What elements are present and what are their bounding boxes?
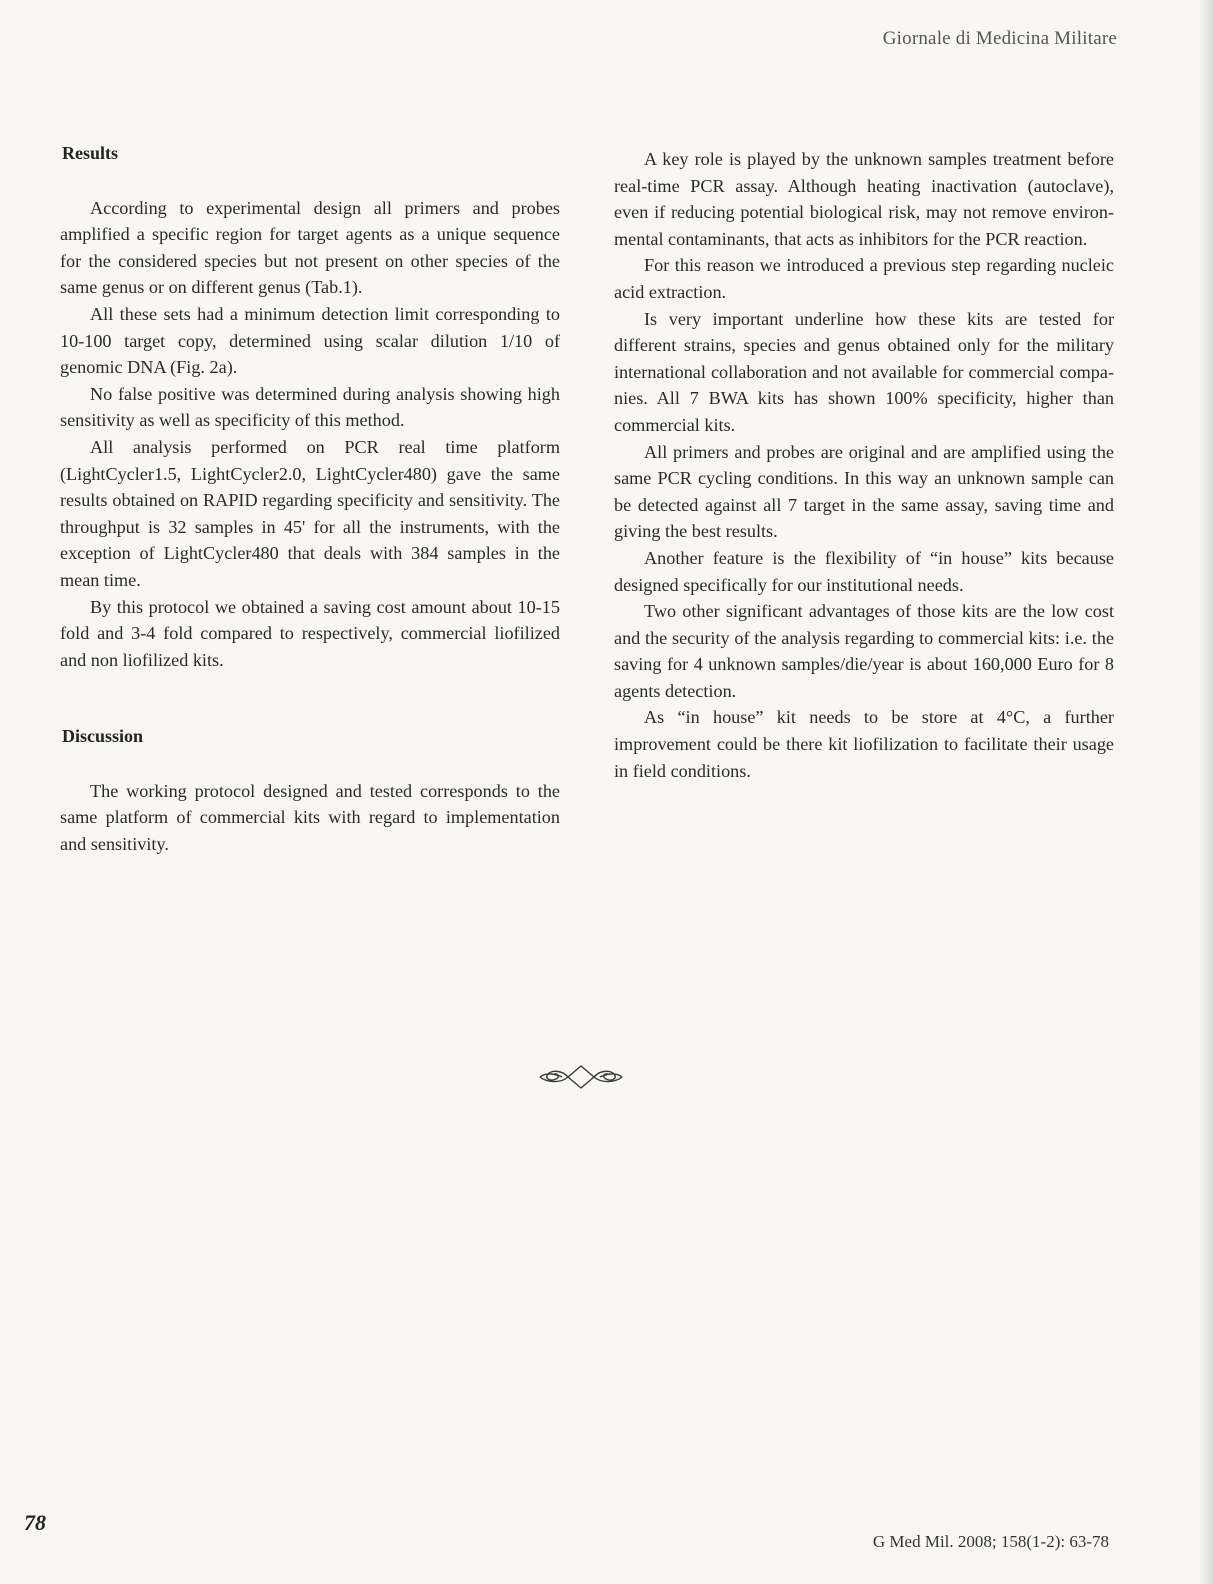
journal-citation: G Med Mil. 2008; 158(1-2): 63-78 xyxy=(872,1532,1109,1551)
discussion-paragraph: Two other significant advantages of those kits are the low cost and the security of the analysis regarding to commercial kits: i.e. the saving for 4 unknown samples/die/year is about 160,000 Euro for 8 agents detection. xyxy=(614,601,1114,701)
page-number: 78 xyxy=(24,1510,46,1535)
discussion-paragraph: All primers and probes are original and are amplified using the same PCR cycling conditions. In this way an unknown sample can be detected against all 7 target in the same assay, saving time and giving the best results. xyxy=(614,441,1114,542)
discussion-paragraph: Another feature is the flexibility of “in house” kits because designed specifically for our institutional needs. xyxy=(614,547,1114,595)
journal-header: Giornale di Medicina Militare xyxy=(882,28,1117,49)
discussion-paragraph: As “in house” kit needs to be store at 4°C, a further improvement could be there kit liofilization to facilitate their usage in field conditions. xyxy=(614,707,1114,781)
discussion-paragraph: For this reason we introduced a previous step regarding nucleic acid extraction. xyxy=(614,255,1114,302)
discussion-paragraph: Is very important underline how these kits are tested for different strains, species and genus obtained only for the military international collaboration and not available for commercial companies. All 7 BWA kits has shown 100% specificity, higher than commercial kits. xyxy=(614,308,1114,435)
flourish-divider-icon xyxy=(536,1062,626,1092)
results-paragraph: All analysis performed on PCR real time platform (LightCycler1.5, LightCycler2.0, LightCycler480) gave the same results obtained on RAPID regarding specificity and sensitivity. The throughput is 32 samples in 45' for all the instruments, with the exception of LightCycler480 that deals with 384 samples in the mean time. xyxy=(60,436,560,590)
section-gap xyxy=(60,673,560,723)
discussion-heading: Discussion xyxy=(62,726,144,747)
results-heading: Results xyxy=(62,143,119,163)
page-edge-shadow xyxy=(1199,0,1213,1584)
results-paragraph: All these sets had a minimum detection limit corresponding to 10-100 target copy, determined using scalar dilution 1/10 of genomic DNA (Fig. 2a). xyxy=(60,303,560,378)
left-column xyxy=(60,140,560,858)
results-paragraph: According to experimental design all primers and probes amplified a specific region for target agents as a unique sequence for the considered species but not present on other species of the same genus or on different genus (Tab.1). xyxy=(60,197,560,298)
discussion-paragraph: A key role is played by the unknown samples treatment before real-time PCR assay. Although heating inactivation (autoclave), even if reducing potential biological risk, may not remove environmental contaminants, that acts as inhibitors for the PCR reaction. xyxy=(614,149,1114,249)
results-paragraph: No false positive was determined during analysis showing high sensitivity as well as specificity of this method. xyxy=(60,383,560,431)
results-paragraph: By this protocol we obtained a saving cost amount about 10-15 fold and 3-4 fold compared to respectively, commercial liofilized and non liofilized kits. xyxy=(60,596,560,670)
right-column xyxy=(614,146,1114,784)
discussion-paragraph: The working protocol designed and tested corresponds to the same platform of commercial kits with regard to implementation and sensitivity. xyxy=(60,780,560,855)
